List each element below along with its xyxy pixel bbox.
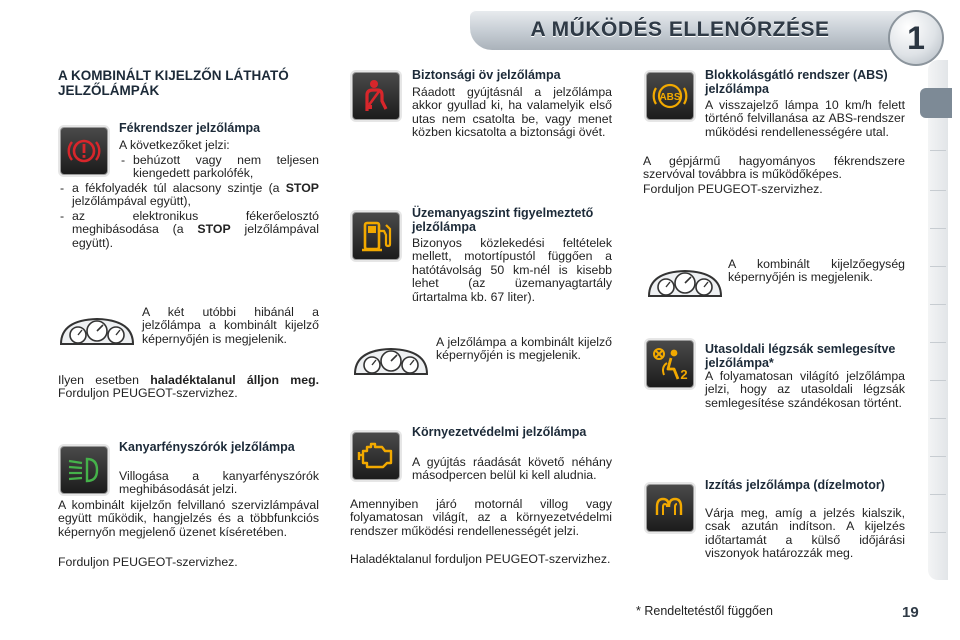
abs-icon xyxy=(646,72,694,120)
glow-text: Várja meg, amíg a jelzés kialszik, csak azután indítson. A kijelzés időtartamát a külső időjárási viszonyok határozzák meg. xyxy=(705,506,905,561)
chapter-tab-active xyxy=(920,88,952,118)
tab-divider xyxy=(930,418,946,419)
tab-divider xyxy=(930,190,946,191)
abs-text-1: A visszajelző lámpa 10 km/h felett történő felvillanása az ABS-rendszer működési rendellenességére utal. xyxy=(705,98,905,139)
instrument-cluster-icon xyxy=(352,346,430,376)
chapter-number: 1 xyxy=(888,10,944,66)
brake-cluster-note: A két utóbbi hibánál a jelzőlámpa a kombinált kijelző képernyőjén is megjelenik. xyxy=(142,305,319,346)
section-title: A KOMBINÁLT KIJELZŐN LÁTHATÓ JELZŐLÁMPÁK xyxy=(58,68,289,98)
list-item: - behúzott vagy nem teljesen kiengedett parkolófék, xyxy=(119,154,319,181)
list-item: - az elektronikus fékerőelosztó meghibásodása (a STOP jelzőlámpával együtt). xyxy=(58,210,319,250)
airbag-title: Utasoldali légzsák semlegesítve jelzőlámpa* xyxy=(705,342,896,370)
brake-item-1 xyxy=(119,154,319,181)
seatbelt-text: Ráadott gyújtásnál a jelzőlámpa akkor gyullad ki, ha valamelyik első utas nem csatolta be, vagy menet közben kicsatolta a biztonsági övét. xyxy=(412,85,612,140)
env-text-1: A gyújtás ráadását követő néhány másodpercen belül ki kell aludnia. xyxy=(412,455,612,483)
env-text-3: Haladéktalanul forduljon PEUGEOT-szervizhez. xyxy=(350,552,611,566)
abs-text-3: Forduljon PEUGEOT-szervizhez. xyxy=(643,182,823,196)
headlamp-title: Kanyarfényszórók jelzőlámpa xyxy=(119,440,295,454)
footnote: * Rendeltetéstől függően xyxy=(636,604,773,618)
headlamp-text-2: A kombinált kijelzőn felvillanó szervizlámpával együtt működik, hangjelzés és a többfunkciós képernyőn megjelenő üzenet kíséretében. xyxy=(58,498,319,539)
list-item: - a fékfolyadék túl alacsony szintje (a STOP jelzőlámpával együtt), xyxy=(58,182,319,209)
instrument-cluster-icon xyxy=(58,316,136,346)
tab-divider xyxy=(930,150,946,151)
brake-warning-icon xyxy=(60,127,108,175)
glow-plug-icon xyxy=(646,484,694,532)
env-text-2: Amennyiben járó motornál villog vagy folyamatosan világít, az a környezetvédelmi rendszer működési rendellenességét jelzi. xyxy=(350,497,612,538)
airbag-off-icon xyxy=(646,340,694,388)
abs-title: Blokkolásgátló rendszer (ABS) jelzőlámpa xyxy=(705,68,888,96)
airbag-text: A folyamatosan világító jelzőlámpa jelzi, hogy az utasoldali légzsák semlegesítése szándékosan történt. xyxy=(705,369,905,410)
svg-text:ABS: ABS xyxy=(659,92,681,103)
glow-title: Izzítás jelzőlámpa (dízelmotor) xyxy=(705,478,885,492)
fuel-pump-icon xyxy=(352,212,400,260)
page-number: 19 xyxy=(902,604,919,621)
brake-intro: A következőket jelzi: xyxy=(119,138,230,152)
chapter-tab-strip xyxy=(928,60,948,580)
tab-divider xyxy=(930,266,946,267)
tab-divider xyxy=(930,380,946,381)
brake-item-3 xyxy=(58,210,319,250)
abs-text-2: A gépjármű hagyományos fékrendszere szervóval továbbra is működőképes. xyxy=(643,154,905,182)
engine-icon xyxy=(352,432,400,480)
svg-text:2: 2 xyxy=(680,367,688,382)
brake-title: Fékrendszer jelzőlámpa xyxy=(119,121,261,135)
seatbelt-title: Biztonsági öv jelzőlámpa xyxy=(412,68,561,82)
fuel-title: Üzemanyagszint figyelmeztető jelzőlámpa xyxy=(412,206,594,234)
headlamp-text-3: Forduljon PEUGEOT-szervizhez. xyxy=(58,555,238,569)
instrument-cluster-icon xyxy=(646,268,724,298)
tab-divider xyxy=(930,494,946,495)
tab-divider xyxy=(930,532,946,533)
tab-divider xyxy=(930,228,946,229)
fuel-cluster-note: A jelzőlámpa a kombinált kijelző képernyőjén is megjelenik. xyxy=(436,335,612,363)
abs-cluster-note: A kombinált kijelzőegység képernyőjén is megjelenik. xyxy=(728,257,905,285)
fuel-text: Bizonyos közlekedési feltételek mellett, motortípustól függően a hatótávolság 50 km-nél is kisebb lehet (az üzemanyagtartály űrtartalma kb. 67 liter). xyxy=(412,236,612,304)
tab-divider xyxy=(930,342,946,343)
headlamp-icon xyxy=(60,446,108,494)
seatbelt-icon xyxy=(352,72,400,120)
env-title: Környezetvédelmi jelzőlámpa xyxy=(412,425,587,439)
tab-divider xyxy=(930,456,946,457)
tab-divider xyxy=(930,304,946,305)
brake-item-2 xyxy=(58,182,319,209)
headlamp-text-1: Villogása a kanyarfényszórók meghibásodását jelzi. xyxy=(119,469,319,497)
page-title: A MŰKÖDÉS ELLENŐRZÉSE xyxy=(530,18,830,41)
brake-stop-note: Ilyen esetben haladéktalanul álljon meg. Forduljon PEUGEOT-szervizhez. xyxy=(58,373,319,401)
